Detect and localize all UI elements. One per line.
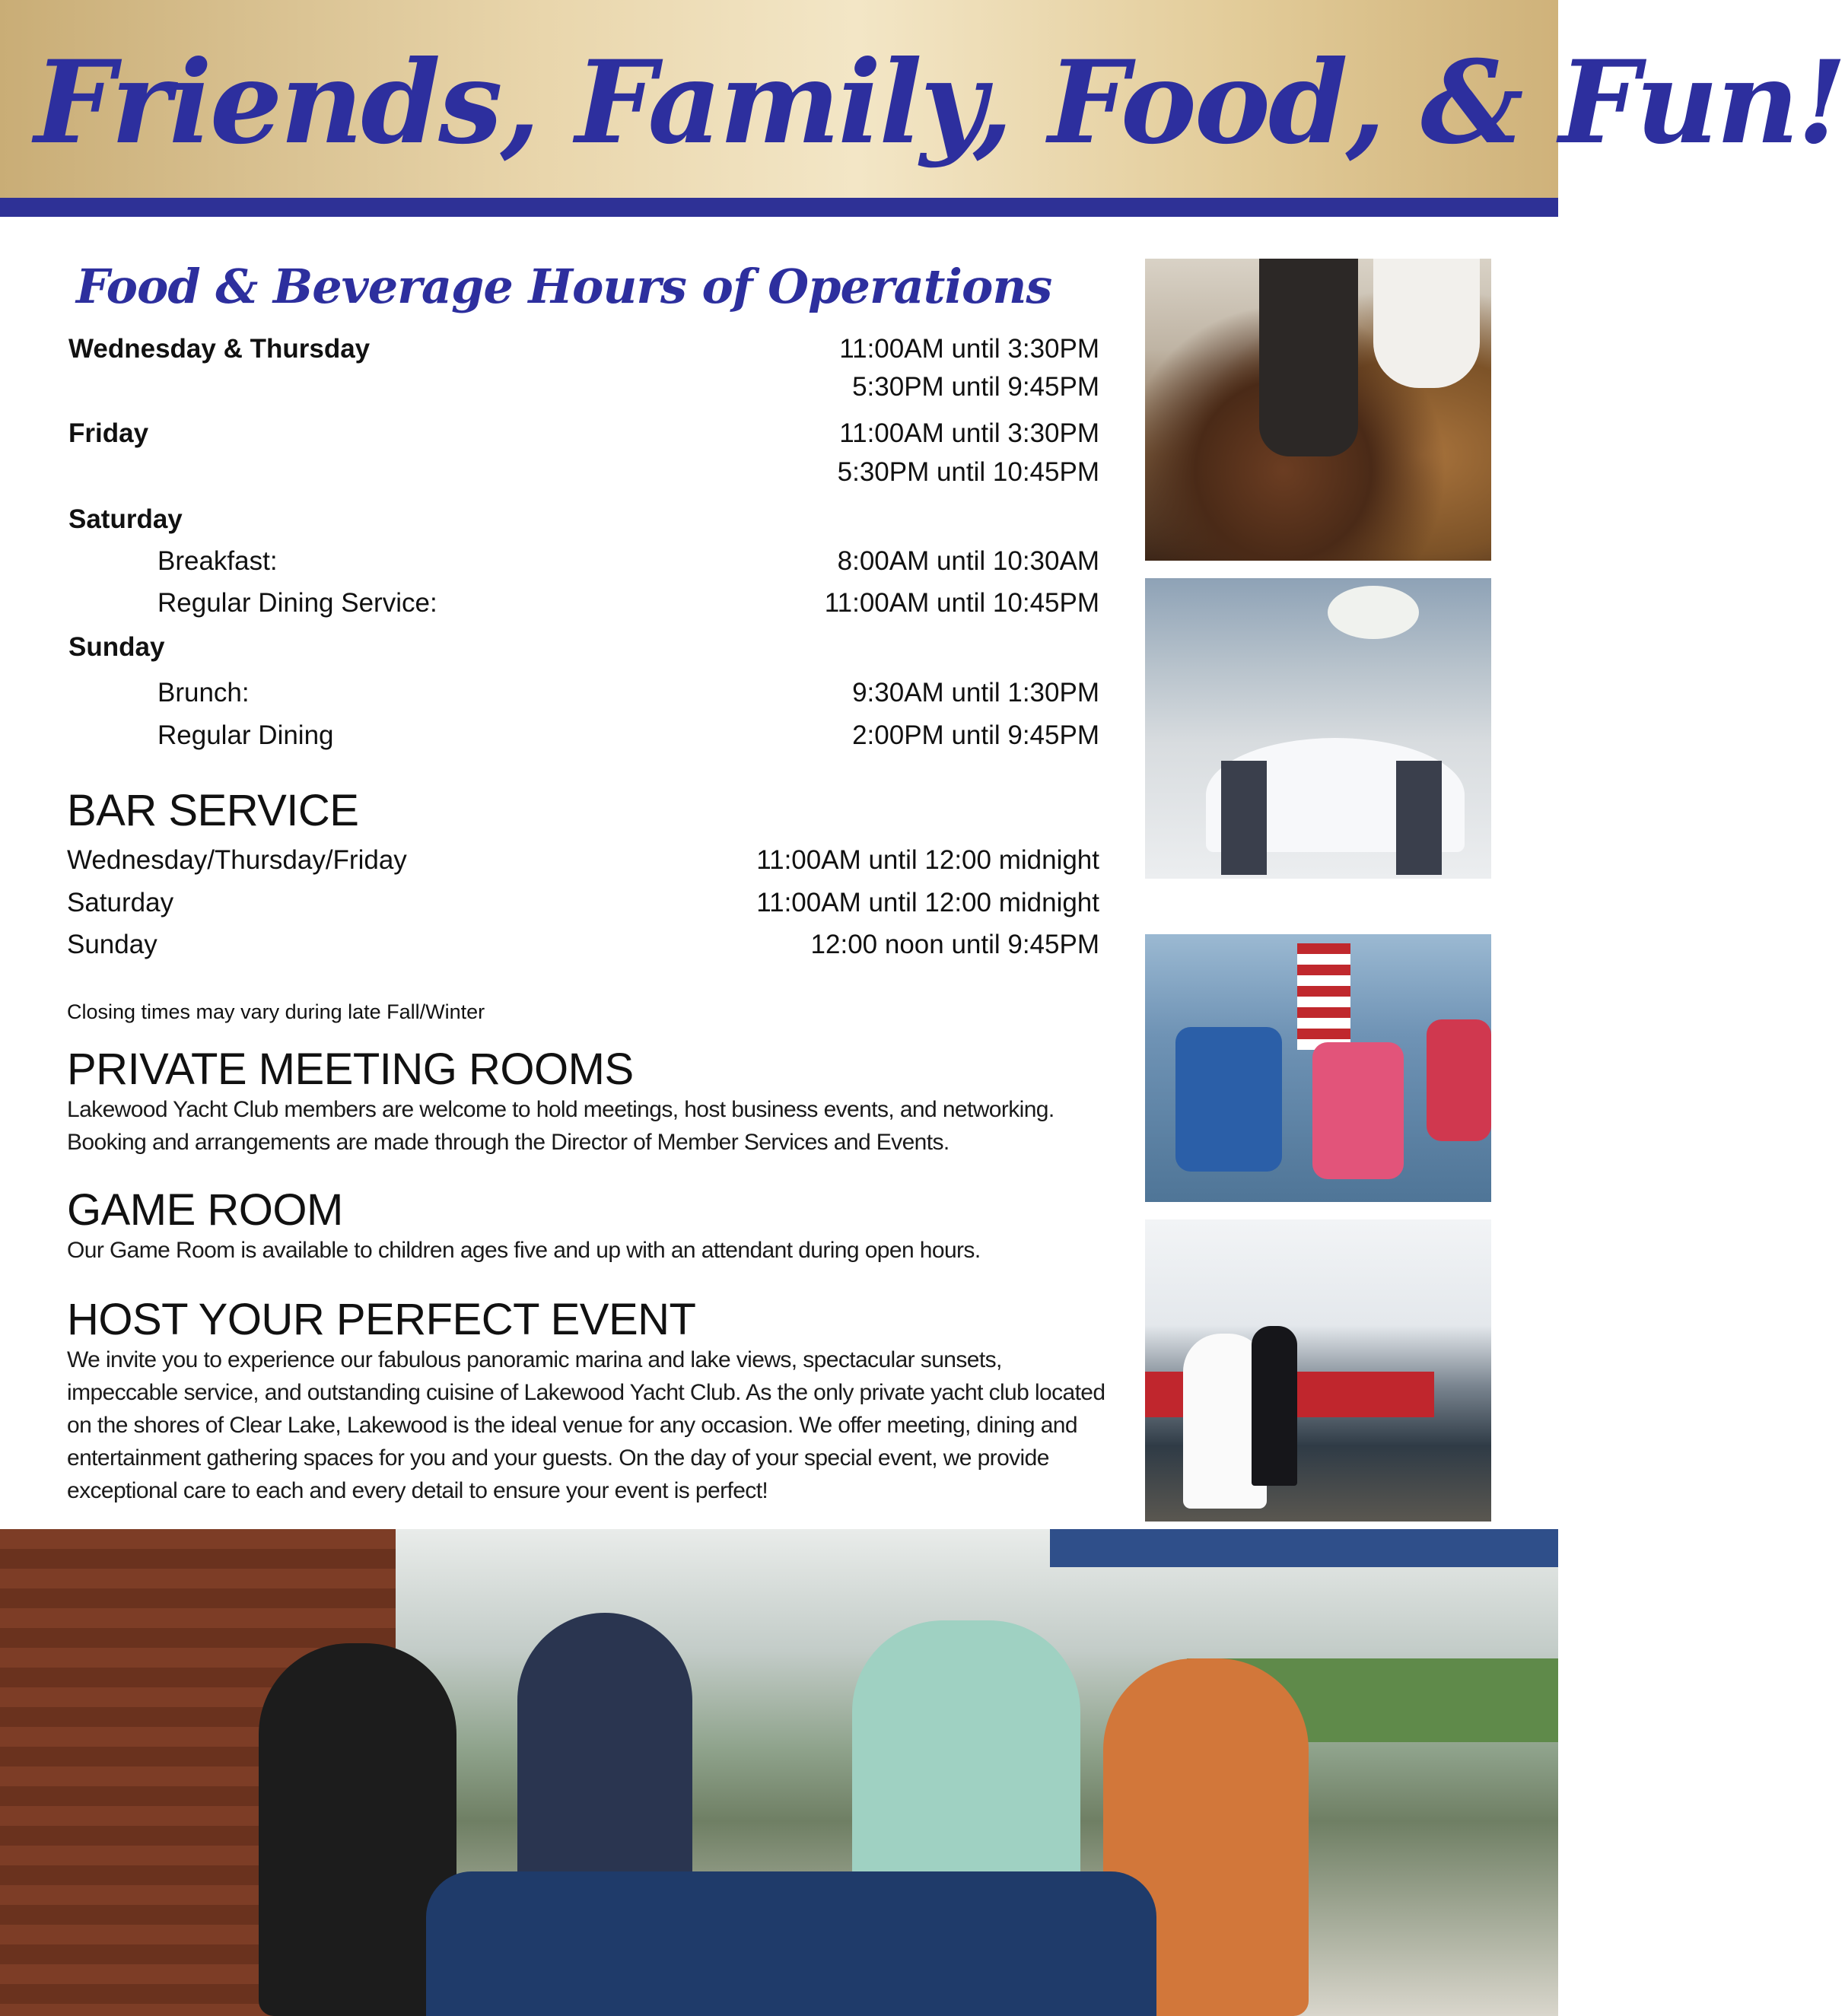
meeting-rooms-heading: PRIVATE MEETING ROOMS bbox=[67, 1045, 634, 1094]
bar-hours-row bbox=[67, 884, 1099, 922]
family-dining-photo bbox=[0, 1529, 1558, 2016]
bar-hours-row bbox=[67, 926, 1099, 964]
kids-sailing-photo bbox=[1145, 898, 1491, 1202]
banner-title: Friends, Family, Food, & Fun! bbox=[34, 36, 1845, 170]
closing-note: Closing times may vary during late Fall/Winter bbox=[67, 1000, 485, 1023]
hours-value: 2:00PM until 9:45PM bbox=[852, 720, 1099, 750]
hours-value: 8:00AM until 10:30AM bbox=[837, 546, 1099, 576]
hours-value: 11:00AM until 3:30PM bbox=[839, 334, 1099, 364]
hours-row bbox=[68, 584, 1099, 622]
photo-detail-centerpiece bbox=[1328, 586, 1419, 639]
wedding-dock-photo bbox=[1145, 1219, 1491, 1522]
game-room-heading: GAME ROOM bbox=[67, 1185, 343, 1235]
day-label: Friday bbox=[68, 418, 149, 448]
hours-row bbox=[68, 368, 1099, 406]
hours-row bbox=[68, 501, 1099, 539]
hours-row bbox=[68, 415, 1099, 453]
banquet-table-photo bbox=[1145, 578, 1491, 879]
day-label: Saturday bbox=[68, 504, 183, 534]
hours-row bbox=[68, 628, 1099, 666]
meeting-rooms-text: Lakewood Yacht Club members are welcome to hold meetings, host business events, and networking. Booking and arrangements are made through the Director of Member Services and Events. bbox=[67, 1097, 1055, 1155]
hours-value: 9:30AM until 1:30PM bbox=[852, 678, 1099, 708]
hours-value: 12:00 noon until 9:45PM bbox=[810, 930, 1099, 959]
host-event-text: We invite you to experience our fabulous panoramic marina and lake views, spectacular sunsets, impeccable service, and outstanding cuisine of Lakewood Yacht Club. As the only private yacht club located on the shores of Clear Lake, Lakewood is the ideal venue for any occasion. We offer meeting, dining and entertainment gathering spaces for you and your guests. On the day of your special event, we provide exceptional care to each and every detail to ensure your event is perfect! bbox=[67, 1347, 1105, 1503]
game-room-text: Our Game Room is available to children ages five and up with an attendant during open hours. bbox=[67, 1238, 981, 1263]
meal-label: Regular Dining Service: bbox=[157, 588, 437, 618]
food-beverage-heading: Food & Beverage Hours of Operations bbox=[76, 259, 1052, 314]
day-label: Sunday bbox=[67, 930, 157, 959]
header-banner bbox=[0, 0, 1845, 198]
meal-label: Brunch: bbox=[157, 678, 250, 708]
hours-value: 5:30PM until 9:45PM bbox=[852, 372, 1099, 402]
meal-label: Breakfast: bbox=[157, 546, 278, 576]
hours-value: 11:00AM until 12:00 midnight bbox=[756, 888, 1099, 917]
hours-value: 11:00AM until 12:00 midnight bbox=[756, 845, 1099, 875]
photo-detail-sleeve bbox=[1373, 259, 1480, 388]
banner-divider bbox=[0, 198, 1558, 217]
host-event-heading: HOST YOUR PERFECT EVENT bbox=[67, 1295, 696, 1344]
day-label: Saturday bbox=[67, 888, 174, 917]
photo-detail-chair bbox=[1221, 761, 1267, 875]
photo-detail-tablecloth bbox=[426, 1871, 1156, 2016]
photo-detail-awning bbox=[1050, 1529, 1558, 1567]
photo-detail-chair bbox=[1396, 761, 1442, 875]
day-label: Wednesday & Thursday bbox=[68, 334, 371, 364]
hours-row bbox=[68, 542, 1099, 580]
hours-value: 5:30PM until 10:45PM bbox=[837, 457, 1099, 487]
chef-carving-photo bbox=[1145, 259, 1491, 561]
photo-detail-lifevest bbox=[1427, 1019, 1491, 1141]
bar-service-heading: BAR SERVICE bbox=[67, 786, 359, 835]
hours-value: 11:00AM until 10:45PM bbox=[824, 588, 1099, 618]
meal-label: Regular Dining bbox=[157, 720, 334, 750]
photo-detail-flag bbox=[1297, 943, 1350, 1050]
photo-detail-lifevest bbox=[1175, 1027, 1282, 1172]
hours-row bbox=[68, 717, 1099, 755]
day-label: Sunday bbox=[68, 632, 165, 662]
hours-row bbox=[68, 330, 1099, 368]
day-label: Wednesday/Thursday/Friday bbox=[67, 845, 407, 875]
photo-detail-groom bbox=[1252, 1326, 1297, 1486]
hours-row bbox=[68, 453, 1099, 491]
hours-row bbox=[68, 674, 1099, 712]
photo-detail-lifevest bbox=[1312, 1042, 1404, 1179]
photo-detail-apron bbox=[1259, 259, 1358, 456]
bar-hours-row bbox=[67, 841, 1099, 879]
hours-value: 11:00AM until 3:30PM bbox=[839, 418, 1099, 448]
